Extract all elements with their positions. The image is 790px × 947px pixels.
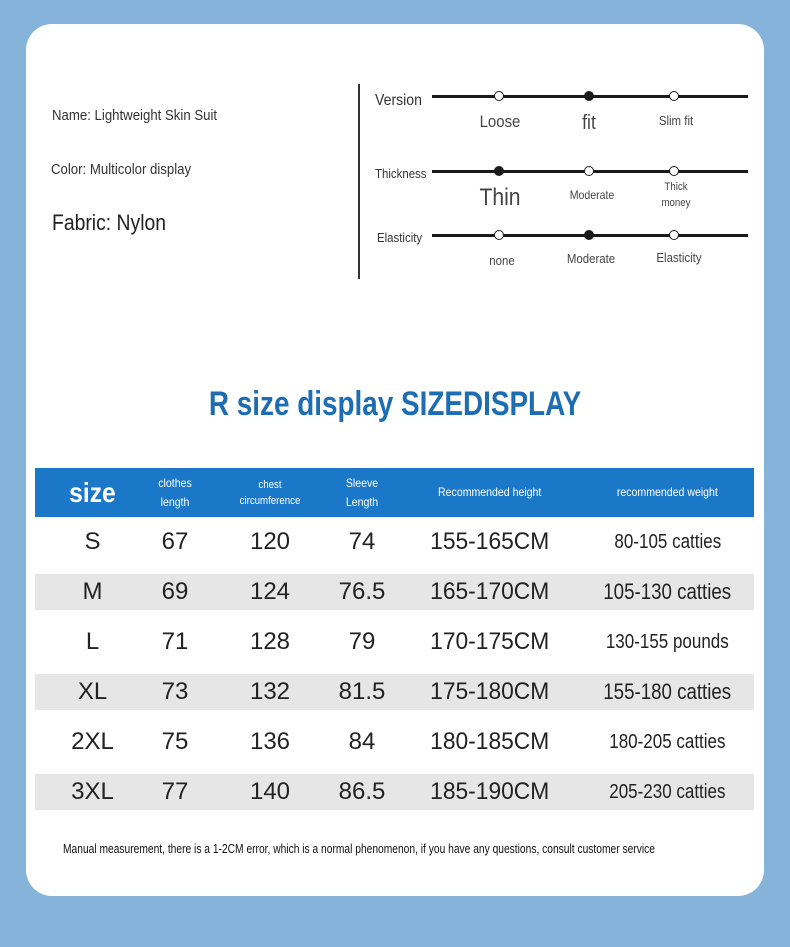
product-name: Name: Lightweight Skin Suit bbox=[52, 107, 218, 124]
scale-option: none bbox=[489, 253, 515, 268]
cell-size: XL bbox=[77, 678, 108, 705]
table-header bbox=[35, 468, 754, 517]
cell-sleeve: 86.5 bbox=[338, 778, 386, 805]
cell-height: 185-190CM bbox=[430, 778, 550, 805]
header-clothes-length: clothes length bbox=[158, 475, 192, 509]
cell-chest: 124 bbox=[249, 578, 291, 605]
scale-label: Thickness bbox=[375, 166, 427, 181]
cell-sleeve: 81.5 bbox=[338, 678, 386, 705]
cell-chest: 132 bbox=[249, 678, 291, 705]
cell-weight: 155-180 catties bbox=[603, 679, 732, 704]
cell-clothes-length: 69 bbox=[161, 578, 189, 605]
scale-dot bbox=[584, 166, 594, 176]
cell-sleeve: 79 bbox=[348, 628, 376, 655]
scale-dot bbox=[494, 230, 504, 240]
cell-clothes-length: 77 bbox=[161, 778, 189, 805]
scale-option: Elasticity bbox=[656, 250, 702, 265]
cell-weight: 130-155 pounds bbox=[606, 630, 729, 653]
cell-clothes-length: 75 bbox=[161, 728, 189, 755]
header-chest-circumference: chest circumference bbox=[239, 478, 301, 507]
cell-chest: 140 bbox=[249, 778, 291, 805]
header-sleeve-length: Sleeve Length bbox=[345, 475, 379, 509]
cell-size: L bbox=[85, 628, 100, 655]
cell-clothes-length: 67 bbox=[161, 528, 189, 555]
cell-size: S bbox=[84, 528, 101, 555]
scale-option: fit bbox=[582, 112, 596, 134]
cell-clothes-length: 71 bbox=[161, 628, 189, 655]
scale-option: Moderate bbox=[566, 251, 616, 266]
cell-height: 180-185CM bbox=[430, 728, 550, 755]
vertical-divider bbox=[358, 84, 360, 279]
measurement-footnote: Manual measurement, there is a 1-2CM error, which is a normal phenomenon, if you have any questions, consult customer service bbox=[63, 842, 655, 856]
scale-dot-selected bbox=[584, 91, 594, 101]
cell-size: M bbox=[82, 578, 103, 605]
cell-sleeve: 84 bbox=[348, 728, 376, 755]
cell-height: 155-165CM bbox=[430, 528, 550, 555]
scale-dot bbox=[494, 91, 504, 101]
cell-size: 2XL bbox=[71, 728, 114, 755]
product-fabric: Fabric: Nylon bbox=[52, 210, 167, 235]
size-display-title: R size display SIZEDISPLAY bbox=[208, 385, 582, 423]
cell-weight: 80-105 catties bbox=[614, 530, 721, 553]
table-row bbox=[35, 667, 754, 717]
cell-chest: 136 bbox=[249, 728, 291, 755]
scale-dot bbox=[669, 230, 679, 240]
product-color: Color: Multicolor display bbox=[51, 161, 192, 178]
cell-weight: 180-205 catties bbox=[609, 730, 726, 753]
cell-sleeve: 76.5 bbox=[338, 578, 386, 605]
cell-weight: 105-130 catties bbox=[603, 579, 732, 604]
scale-dot-selected bbox=[494, 166, 504, 176]
table-row bbox=[35, 717, 754, 767]
cell-height: 170-175CM bbox=[430, 628, 550, 655]
table-row bbox=[35, 617, 754, 667]
cell-chest: 128 bbox=[249, 628, 291, 655]
scale-option: Loose bbox=[479, 112, 521, 131]
scale-dot bbox=[669, 166, 679, 176]
scale-label: Elasticity bbox=[377, 230, 423, 245]
scale-label: Version bbox=[375, 92, 422, 109]
cell-chest: 120 bbox=[249, 528, 291, 555]
table-row bbox=[35, 517, 754, 567]
header-recommended-height: Recommended height bbox=[438, 485, 542, 499]
cell-size: 3XL bbox=[71, 778, 114, 805]
header-size: size bbox=[69, 477, 116, 508]
cell-clothes-length: 73 bbox=[161, 678, 189, 705]
cell-height: 165-170CM bbox=[430, 578, 550, 605]
table-row bbox=[35, 767, 754, 817]
cell-weight: 205-230 catties bbox=[609, 780, 726, 803]
scale-option: Thin bbox=[479, 184, 521, 211]
scale-option: Slim fit bbox=[658, 113, 694, 128]
scale-option: Moderate bbox=[569, 188, 615, 202]
scale-dot-selected bbox=[584, 230, 594, 240]
size-table bbox=[35, 468, 754, 817]
header-recommended-weight: recommended weight bbox=[617, 485, 718, 499]
table-row bbox=[35, 567, 754, 617]
scale-option: Thick money bbox=[661, 181, 691, 209]
cell-height: 175-180CM bbox=[430, 678, 550, 705]
scale-dot bbox=[669, 91, 679, 101]
cell-sleeve: 74 bbox=[348, 528, 376, 555]
